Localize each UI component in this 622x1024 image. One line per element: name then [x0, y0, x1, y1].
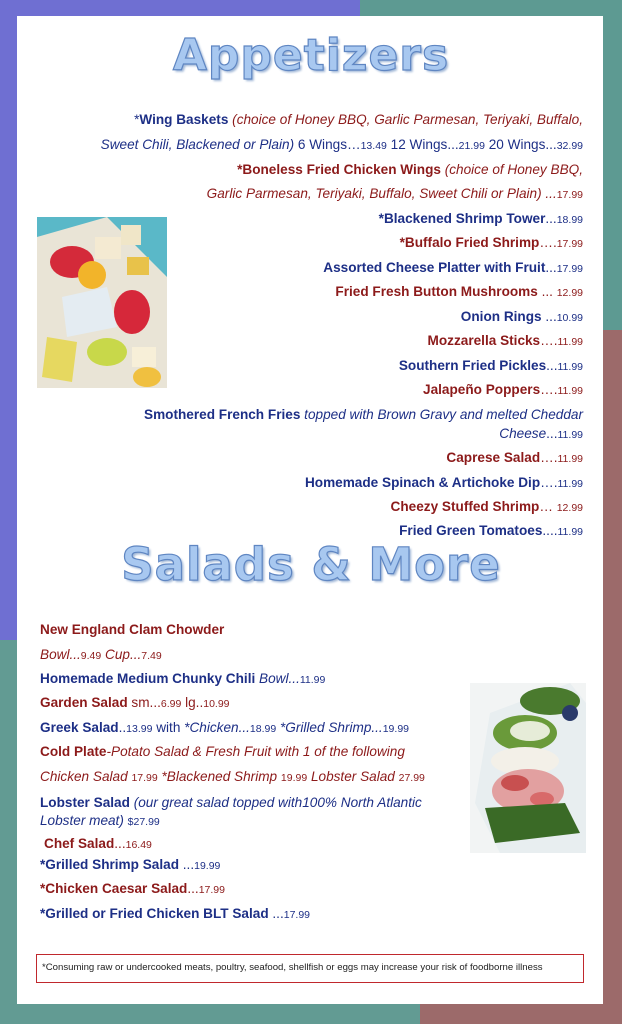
- smothered-fries-line1: Smothered French Fries topped with Brown Gravy and melted Cheddar: [144, 407, 583, 422]
- lobster-salad-line2: Lobster meat) $27.99: [40, 813, 160, 828]
- menu-item-grilled-shrimp-salad: *Grilled Shrimp Salad ...19.99: [40, 857, 221, 872]
- menu-item-chicken-caesar: *Chicken Caesar Salad...17.99: [40, 881, 225, 896]
- foodborne-illness-disclaimer: *Consuming raw or undercooked meats, poultry, seafood, shellfish or eggs may increase your risk of foodborne illness: [36, 954, 584, 983]
- menu-item-mozzarella-sticks: Mozzarella Sticks….11.99: [427, 333, 583, 348]
- lobster-salad-photo: [470, 683, 586, 853]
- smothered-fries-line2: Cheese...11.99: [499, 426, 583, 441]
- menu-item-cheese-platter: Assorted Cheese Platter with Fruit...17.99: [323, 260, 583, 275]
- menu-item-stuffed-shrimp: Cheezy Stuffed Shrimp… 12.99: [390, 499, 583, 514]
- fruit-cheese-photo: [37, 217, 167, 388]
- menu-item-chicken-blt-salad: *Grilled or Fried Chicken BLT Salad ...17.99: [40, 906, 311, 921]
- cold-plate-line2: Chicken Salad 17.99 *Blackened Shrimp 19.99 Lobster Salad 27.99: [40, 769, 425, 784]
- menu-item-fried-pickles: Southern Fried Pickles...11.99: [398, 358, 583, 373]
- menu-item-chunky-chili: Homemade Medium Chunky Chili Bowl...11.99: [40, 671, 326, 686]
- lobster-salad-line1: Lobster Salad (our great salad topped with100% North Atlantic: [40, 795, 422, 810]
- clam-chowder-prices: Bowl...9.49 Cup...7.49: [40, 647, 162, 662]
- menu-item-caprese-salad: Caprese Salad….11.99: [446, 450, 583, 465]
- menu-item-fried-green-tomatoes: Fried Green Tomatoes....11.99: [399, 523, 583, 538]
- menu-item-greek-salad: Greek Salad..13.99 with *Chicken...18.99 *Grilled Shrimp...19.99: [40, 720, 409, 735]
- menu-item-onion-rings: Onion Rings ...10.99: [460, 309, 583, 324]
- salads-more-heading: Salads & More: [121, 538, 501, 591]
- menu-item-garden-salad: Garden Salad sm...6.99 lg..10.99: [40, 695, 230, 710]
- wing-baskets-line2: Sweet Chili, Blackened or Plain) 6 Wings…13.49 12 Wings...21.99 20 Wings...32.99: [100, 137, 583, 152]
- menu-item-jalapeno-poppers: Jalapeño Poppers….11.99: [423, 382, 583, 397]
- menu-item-spinach-dip: Homemade Spinach & Artichoke Dip….11.99: [304, 475, 583, 490]
- menu-item-fried-mushrooms: Fried Fresh Button Mushrooms ... 12.99: [335, 284, 583, 299]
- menu-item-blackened-shrimp-tower: *Blackened Shrimp Tower...18.99: [378, 211, 583, 226]
- boneless-wings-line1: *Boneless Fried Chicken Wings (choice of Honey BBQ,: [237, 162, 583, 177]
- boneless-wings-line2: Garlic Parmesan, Teriyaki, Buffalo, Sweet Chili or Plain) ...17.99: [206, 186, 583, 201]
- appetizers-heading: Appetizers: [172, 30, 450, 81]
- menu-item-buffalo-fried-shrimp: *Buffalo Fried Shrimp….17.99: [399, 235, 583, 250]
- clam-chowder-name: New England Clam Chowder: [40, 622, 225, 637]
- wing-baskets-line1: *Wing Baskets (choice of Honey BBQ, Garlic Parmesan, Teriyaki, Buffalo,: [134, 112, 583, 127]
- cold-plate-line1: Cold Plate-Potato Salad & Fresh Fruit with 1 of the following: [40, 744, 405, 759]
- menu-item-chef-salad: Chef Salad...16.49: [44, 836, 152, 851]
